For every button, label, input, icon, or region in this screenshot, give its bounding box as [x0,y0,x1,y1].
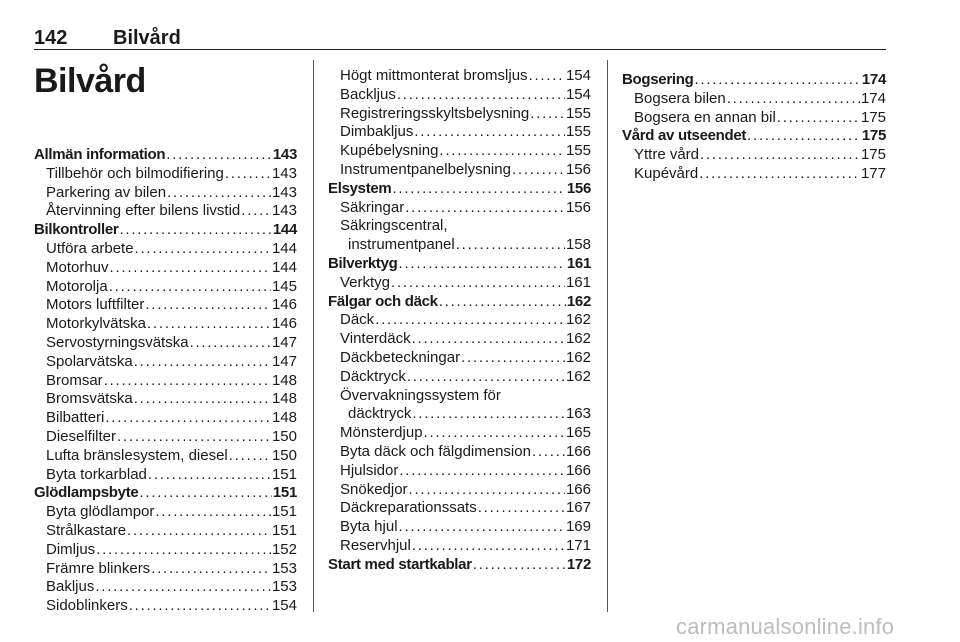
toc-page-number: 156 [566,179,591,197]
dot-leader [439,293,566,312]
toc-section[interactable] [34,484,297,503]
toc-page-number: 175 [860,146,886,164]
toc-entry[interactable] [328,199,591,218]
dot-leader [456,236,565,255]
toc-entry[interactable] [34,522,297,541]
toc-page-number: 155 [565,104,591,122]
toc-entry-label: Strålkastare [46,521,127,539]
dot-leader [134,353,271,372]
toc-page-number: 174 [861,71,886,88]
toc-entry-label: Främre blinkers [46,559,151,577]
dot-leader [167,184,271,203]
toc-entry-label: Verktyg [340,273,391,291]
toc-page-number: 161 [566,254,591,272]
toc-entry[interactable] [34,315,297,334]
toc-section[interactable] [622,127,886,146]
toc-entry[interactable] [34,240,297,259]
dot-leader [139,484,271,503]
toc-entry-label: Dieselfilter [46,427,117,445]
toc-page-number: 148 [271,371,297,389]
toc-entry-label: Spolarvätska [46,352,133,370]
dot-leader [512,161,565,180]
dot-leader [694,71,860,90]
watermark: carmanualsonline.info [676,614,895,639]
toc-page-number: 162 [565,330,591,348]
toc-entry[interactable] [34,428,297,447]
toc-page-number: 144 [272,221,297,239]
toc-page-number: 154 [565,85,591,103]
toc-entry-label: Dimbakljus [340,123,414,141]
toc-page-number: 166 [565,442,591,460]
dot-leader [407,368,565,387]
dot-leader [530,105,565,124]
toc-entry[interactable] [34,409,297,428]
toc-entry-label: Yttre vård [634,146,700,164]
toc-page-number: 171 [565,536,591,554]
toc-entry-label: Byta hjul [340,518,398,536]
toc-page-number: 146 [271,315,297,333]
dot-leader [424,424,565,443]
toc-page-number: 166 [565,461,591,479]
toc-entry-label: Bogsera en annan bil [634,108,776,126]
toc-entry[interactable] [328,311,591,330]
toc-entry[interactable] [328,142,591,161]
toc-page-number: 145 [271,277,297,295]
dot-leader [375,311,565,330]
toc-page-number: 156 [565,198,591,216]
dot-leader [414,123,565,142]
dot-leader [96,541,271,560]
dot-leader [747,127,861,146]
toc-page-number: 144 [271,258,297,276]
dot-leader [117,428,271,447]
toc-page-number: 162 [565,367,591,385]
toc-entry-label: Mönsterdjup [340,424,423,442]
toc-entry-label: Snökedjor [340,480,408,498]
toc-entry[interactable] [328,537,591,556]
toc-entry[interactable] [328,349,591,368]
dot-leader [241,202,271,221]
toc-entry[interactable] [622,109,886,128]
toc-page-number: 150 [271,427,297,445]
toc-entry-label: Allmän information [34,146,166,163]
dot-leader [439,142,565,161]
dot-leader [399,462,565,481]
toc-page-number: 161 [565,273,591,291]
dot-leader [529,67,565,86]
dot-leader [473,556,566,575]
toc-section[interactable] [34,221,297,240]
toc-entry-label: Bogsera bilen [634,89,726,107]
toc-entry-label: Övervakningssystem för [340,386,501,404]
dot-leader [397,86,565,105]
toc-entry[interactable] [34,560,297,579]
toc-entry-label: Återvinning efter bilens livstid [46,202,241,220]
dot-leader [110,259,271,278]
toc-entry-label: Däckbeteckningar [340,348,461,366]
dot-leader [229,447,271,466]
toc-entry[interactable] [34,334,297,353]
dot-leader [166,146,272,165]
toc-entry-label: Start med startkablar [328,555,472,573]
toc-entry-label: Bilverktyg [328,254,398,272]
header-title: Bilvård [113,27,181,49]
toc-entry[interactable] [34,578,297,597]
toc-entry[interactable] [34,353,297,372]
toc-entry[interactable] [328,424,591,443]
toc-entry[interactable] [328,236,591,255]
dot-leader [461,349,565,368]
dot-leader [129,597,271,616]
toc-entry[interactable] [328,330,591,349]
toc-entry[interactable] [34,447,297,466]
toc-entry[interactable] [328,481,591,500]
toc-entry[interactable] [34,466,297,485]
column-divider [607,60,608,612]
dot-leader [127,522,271,541]
toc-entry[interactable] [34,278,297,297]
toc-page-number: 147 [271,333,297,351]
dot-leader [225,165,271,184]
toc-entry-label: Däckreparationssats [340,499,477,517]
toc-entry[interactable] [622,90,886,109]
toc-page-number: 177 [860,164,886,182]
toc-entry-label: Bilbatteri [46,409,105,427]
toc-entry[interactable] [34,503,297,522]
toc-page-number: 143 [271,164,297,182]
dot-leader [147,315,271,334]
dot-leader [412,405,565,424]
toc-entry[interactable] [34,296,297,315]
toc-entry-label: Registreringsskyltsbelysning [340,104,530,122]
dot-leader [399,518,565,537]
toc-entry-label: Dimljus [46,540,96,558]
toc-page-number: 148 [271,390,297,408]
toc-entry[interactable] [328,462,591,481]
toc-entry[interactable] [622,165,886,184]
toc-page-number: 153 [271,578,297,596]
toc-page-number: 151 [271,521,297,539]
page-header [34,27,886,50]
toc-page-number: 169 [565,518,591,536]
toc-entry-label: instrumentpanel [348,236,455,254]
toc-entry-label: Bilkontroller [34,221,119,239]
toc-page-number: 158 [565,236,591,254]
toc-entry-label: Tillbehör och bilmodifiering [46,164,224,182]
dot-leader [478,499,565,518]
toc-page-number: 175 [860,108,886,126]
dot-leader [151,560,271,579]
dot-leader [95,578,271,597]
toc-page-number: 174 [860,89,886,107]
toc-entry-label: Hjulsidor [340,461,399,479]
toc-page-number: 143 [271,202,297,220]
toc-entry[interactable] [328,405,591,424]
toc-entry[interactable] [328,105,591,124]
page-number: 142 [34,27,68,49]
toc-entry-label: Bromsar [46,371,103,389]
toc-entry[interactable] [328,123,591,142]
toc-page-number: 162 [565,348,591,366]
dot-leader [109,278,271,297]
toc-entry[interactable] [328,86,591,105]
toc-section[interactable] [622,71,886,90]
dot-leader [399,255,566,274]
dot-leader [405,199,565,218]
toc-entry[interactable] [328,67,591,86]
toc-page-number: 143 [271,183,297,201]
dot-leader [700,146,860,165]
toc-page-number: 144 [271,239,297,257]
toc-entry-label: Elsystem [328,179,392,197]
toc-entry[interactable] [328,274,591,293]
toc-entry[interactable] [328,443,591,462]
toc-entry-label: Parkering av bilen [46,183,167,201]
toc-entry-label: Byta däck och fälgdimension [340,442,531,460]
toc-entry-label: Bromsvätska [46,390,133,408]
toc-section[interactable] [34,146,297,165]
dot-leader [391,274,565,293]
toc-page-number: 165 [565,424,591,442]
toc-section[interactable] [328,255,591,274]
dot-leader [190,334,271,353]
dot-leader [145,296,271,315]
toc-entry-label: Bogsering [622,71,694,88]
toc-page-number: 152 [271,540,297,558]
dot-leader [104,372,271,391]
toc-entry-label: Vård av utseendet [622,127,747,145]
toc-page-number: 155 [565,123,591,141]
toc-column-2 [328,67,591,575]
toc-entry-label: Kupévård [634,164,699,182]
dot-leader [412,537,565,556]
toc-entry[interactable] [34,541,297,560]
toc-entry-label: Motorkylvätska [46,315,147,333]
toc-entry[interactable] [34,259,297,278]
toc-page-number: 148 [271,409,297,427]
toc-entry-label: Byta glödlampor [46,503,155,521]
dot-leader [409,481,565,500]
toc-column-3 [622,71,886,184]
toc-entry[interactable] [34,165,297,184]
toc-page-number: 172 [566,555,591,573]
toc-entry[interactable] [328,518,591,537]
dot-leader [105,409,271,428]
toc-entry[interactable] [34,597,297,616]
dot-leader [135,240,271,259]
toc-entry[interactable] [328,499,591,518]
toc-entry-label: däcktryck [348,405,412,423]
toc-page-number: 175 [861,127,886,145]
dot-leader [148,466,271,485]
toc-entry-label: Högt mittmonterat bromsljus [340,67,528,84]
toc-entry-label: Instrumentpanelbelysning [340,160,511,178]
toc-entry-label: Lufta bränslesystem, diesel [46,446,228,464]
toc-page-number: 153 [271,559,297,577]
toc-entry-label: Säkringar [340,198,405,216]
toc-entry-label: Bakljus [46,578,95,596]
toc-entry-label: Utföra arbete [46,239,134,257]
toc-page-number: 146 [271,296,297,314]
toc-page-number: 163 [565,405,591,423]
toc-entry[interactable] [328,161,591,180]
toc-page-number: 150 [271,446,297,464]
toc-entry[interactable] [34,184,297,203]
toc-page-number: 147 [271,352,297,370]
toc-entry[interactable] [328,368,591,387]
toc-entry-label: Reservhjul [340,536,411,554]
dot-leader [134,390,271,409]
toc-page-number: 156 [565,160,591,178]
toc-entry-label: Säkringscentral, [340,217,448,235]
dot-leader [699,165,860,184]
toc-entry[interactable] [622,146,886,165]
dot-leader [119,221,271,240]
dot-leader [392,180,565,199]
dot-leader [412,330,565,349]
toc-page-number: 167 [565,499,591,517]
toc-entry-label: Vinterdäck [340,330,411,348]
chapter-title: Bilvård [34,62,146,100]
toc-entry-label: Byta torkarblad [46,465,147,483]
toc-section[interactable] [328,556,591,575]
toc-entry-label: Kupébelysning [340,142,439,160]
toc-page-number: 143 [272,146,297,163]
toc-page-number: 162 [566,292,591,310]
toc-page-number: 166 [565,480,591,498]
toc-entry[interactable] [34,372,297,391]
toc-entry[interactable] [34,390,297,409]
toc-entry-label: Däcktryck [340,367,406,385]
dot-leader [155,503,271,522]
dot-leader [532,443,565,462]
toc-entry-label: Servostyrningsvätska [46,333,189,351]
dot-leader [777,109,860,128]
toc-page-number: 154 [271,597,297,615]
toc-column-1 [34,146,297,616]
toc-entry[interactable] [34,202,297,221]
toc-page-number: 162 [565,311,591,329]
toc-page-number: 151 [272,484,297,502]
toc-entry-label: Backljus [340,85,396,103]
toc-entry-label: Fälgar och däck [328,292,438,310]
toc-entry-label: Motorolja [46,277,108,295]
toc-entry-label: Sidoblinkers [46,597,128,615]
toc-entry-label: Motors luftfilter [46,296,145,314]
toc-page-number: 154 [565,67,591,84]
toc-entry-label: Däck [340,311,375,329]
toc-entry-label: Motorhuv [46,258,109,276]
column-divider [313,60,314,612]
dot-leader [727,90,860,109]
toc-page-number: 151 [271,465,297,483]
toc-entry-label: Glödlampsbyte [34,484,139,502]
toc-section[interactable] [328,180,591,199]
toc-page-number: 155 [565,142,591,160]
toc-page-number: 151 [271,503,297,521]
toc-section[interactable] [328,293,591,312]
